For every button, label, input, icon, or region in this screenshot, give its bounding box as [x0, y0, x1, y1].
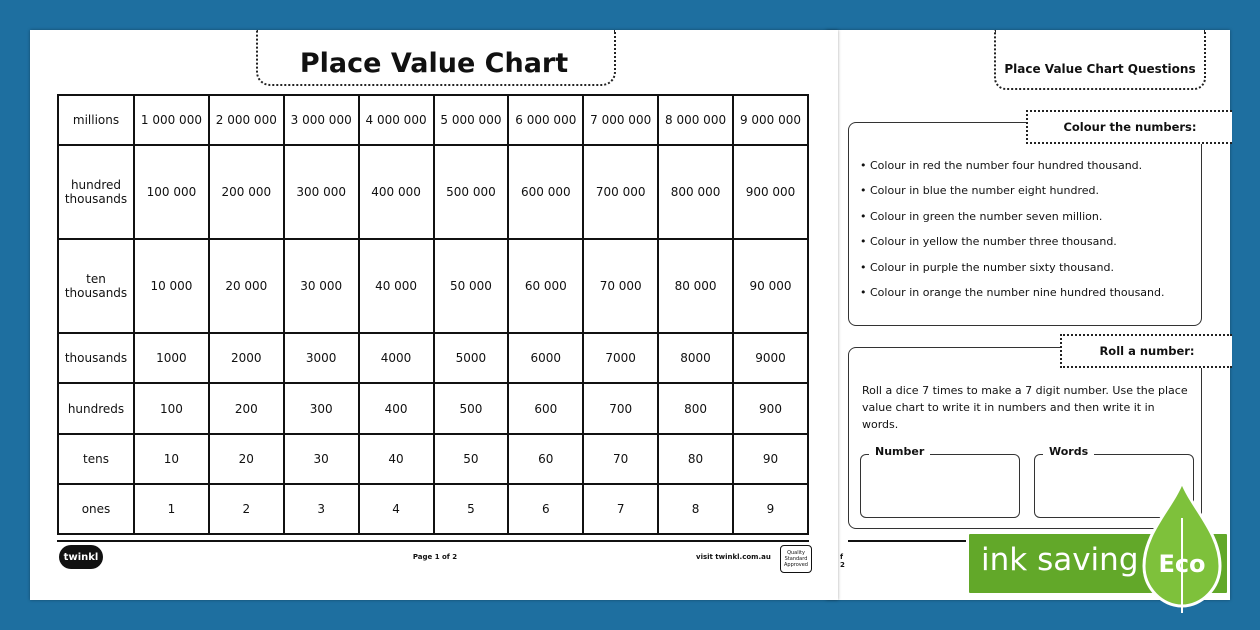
table-cell: 60 000 [508, 239, 583, 333]
table-cell: 200 [209, 383, 284, 433]
row-label: thousands [58, 333, 134, 383]
table-cell: 4 [359, 484, 434, 534]
table-row [58, 333, 808, 383]
table-cell: 4000 [359, 333, 434, 383]
table-cell: 9 [733, 484, 808, 534]
table-cell: 70 000 [583, 239, 658, 333]
table-cell: 400 000 [359, 145, 434, 239]
table-cell: 200 000 [209, 145, 284, 239]
table-cell: 600 [508, 383, 583, 433]
table-cell: 4 000 000 [359, 95, 434, 145]
table-cell: 500 000 [434, 145, 509, 239]
table-cell: 300 [284, 383, 359, 433]
table-cell: 30 [284, 434, 359, 484]
table-cell: 100 000 [134, 145, 209, 239]
table-cell: 3 000 000 [284, 95, 359, 145]
page-2-number-fragment: f 2 [840, 553, 845, 569]
table-cell: 2 [209, 484, 284, 534]
table-cell: 9 000 000 [733, 95, 808, 145]
table-cell: 70 [583, 434, 658, 484]
list-item: • Colour in green the number seven million. [860, 209, 1103, 223]
row-label: ones [58, 484, 134, 534]
table-cell: 5 [434, 484, 509, 534]
row-label: ten thousands [58, 239, 134, 333]
roll-section-heading: Roll a number: [1060, 334, 1232, 368]
table-cell: 8 000 000 [658, 95, 733, 145]
table-row [58, 383, 808, 433]
table-row [58, 434, 808, 484]
table-cell: 60 [508, 434, 583, 484]
table-cell: 7 000 000 [583, 95, 658, 145]
table-row [58, 239, 808, 333]
table-row [58, 95, 808, 145]
table-cell: 900 000 [733, 145, 808, 239]
number-answer-box[interactable] [860, 445, 1020, 518]
table-cell: 10 000 [134, 239, 209, 333]
list-item: • Colour in blue the number eight hundred. [860, 184, 1099, 198]
table-cell: 7 [583, 484, 658, 534]
table-cell: 300 000 [284, 145, 359, 239]
table-cell: 50 [434, 434, 509, 484]
table-cell: 700 000 [583, 145, 658, 239]
table-cell: 400 [359, 383, 434, 433]
page-title: Place Value Chart [299, 48, 569, 79]
table-cell: 500 [434, 383, 509, 433]
table-cell: 3 [284, 484, 359, 534]
table-cell: 100 [134, 383, 209, 433]
table-cell: 30 000 [284, 239, 359, 333]
eco-drop-icon [1140, 478, 1224, 613]
table-cell: 6 [508, 484, 583, 534]
table-cell: 90 000 [733, 239, 808, 333]
table-cell: 6 000 000 [508, 95, 583, 145]
row-label: hundred thousands [58, 145, 134, 239]
page-number: Page 1 of 2 [412, 553, 458, 561]
list-item: • Colour in yellow the number three thousand. [860, 235, 1117, 249]
colour-section-heading: Colour the numbers: [1026, 110, 1232, 144]
page-1 [30, 30, 845, 600]
colour-instructions-list [860, 158, 1165, 310]
list-item: • Colour in red the number four hundred thousand. [860, 159, 1143, 172]
table-cell: 20 [209, 434, 284, 484]
table-cell: 20 000 [209, 239, 284, 333]
words-label: Words [1043, 445, 1094, 458]
row-label: tens [58, 434, 134, 484]
table-cell: 80 000 [658, 239, 733, 333]
eco-label: Eco [1158, 550, 1206, 578]
table-cell: 6000 [508, 333, 583, 383]
table-cell: 40 000 [359, 239, 434, 333]
quality-badge-icon: Quality Standard Approved [780, 545, 812, 573]
table-cell: 2000 [209, 333, 284, 383]
table-cell: 800 [658, 383, 733, 433]
table-cell: 50 000 [434, 239, 509, 333]
eco-text: ink saving [981, 542, 1139, 578]
place-value-table [57, 94, 809, 535]
twinkl-logo: twinkl [59, 545, 103, 569]
table-cell: 1000 [134, 333, 209, 383]
table-cell: 8000 [658, 333, 733, 383]
table-row [58, 145, 808, 239]
list-item: • Colour in purple the number sixty thousand. [860, 260, 1114, 274]
table-cell: 2 000 000 [209, 95, 284, 145]
footer-divider [57, 540, 809, 542]
table-cell: 40 [359, 434, 434, 484]
table-cell: 3000 [284, 333, 359, 383]
list-item: • Colour in orange the number nine hundred thousand. [860, 285, 1165, 299]
table-cell: 1 000 000 [134, 95, 209, 145]
row-label: hundreds [58, 383, 134, 433]
table-cell: 90 [733, 434, 808, 484]
roll-instructions: Roll a dice 7 times to make a 7 digit number. Use the place value chart to write it in numbers and then write it in words. [862, 384, 1188, 431]
row-label: millions [58, 95, 134, 145]
table-cell: 9000 [733, 333, 808, 383]
page-2-title: Place Value Chart Questions [1004, 62, 1196, 76]
table-cell: 5 000 000 [434, 95, 509, 145]
table-cell: 10 [134, 434, 209, 484]
table-cell: 900 [733, 383, 808, 433]
title-tab [994, 30, 1206, 90]
table-cell: 800 000 [658, 145, 733, 239]
table-cell: 7000 [583, 333, 658, 383]
table-cell: 8 [658, 484, 733, 534]
table-cell: 5000 [434, 333, 509, 383]
table-row [58, 484, 808, 534]
number-label: Number [869, 445, 930, 458]
table-cell: 80 [658, 434, 733, 484]
table-cell: 700 [583, 383, 658, 433]
table-cell: 600 000 [508, 145, 583, 239]
table-cell: 1 [134, 484, 209, 534]
website-link[interactable]: visit twinkl.com.au [696, 553, 771, 561]
